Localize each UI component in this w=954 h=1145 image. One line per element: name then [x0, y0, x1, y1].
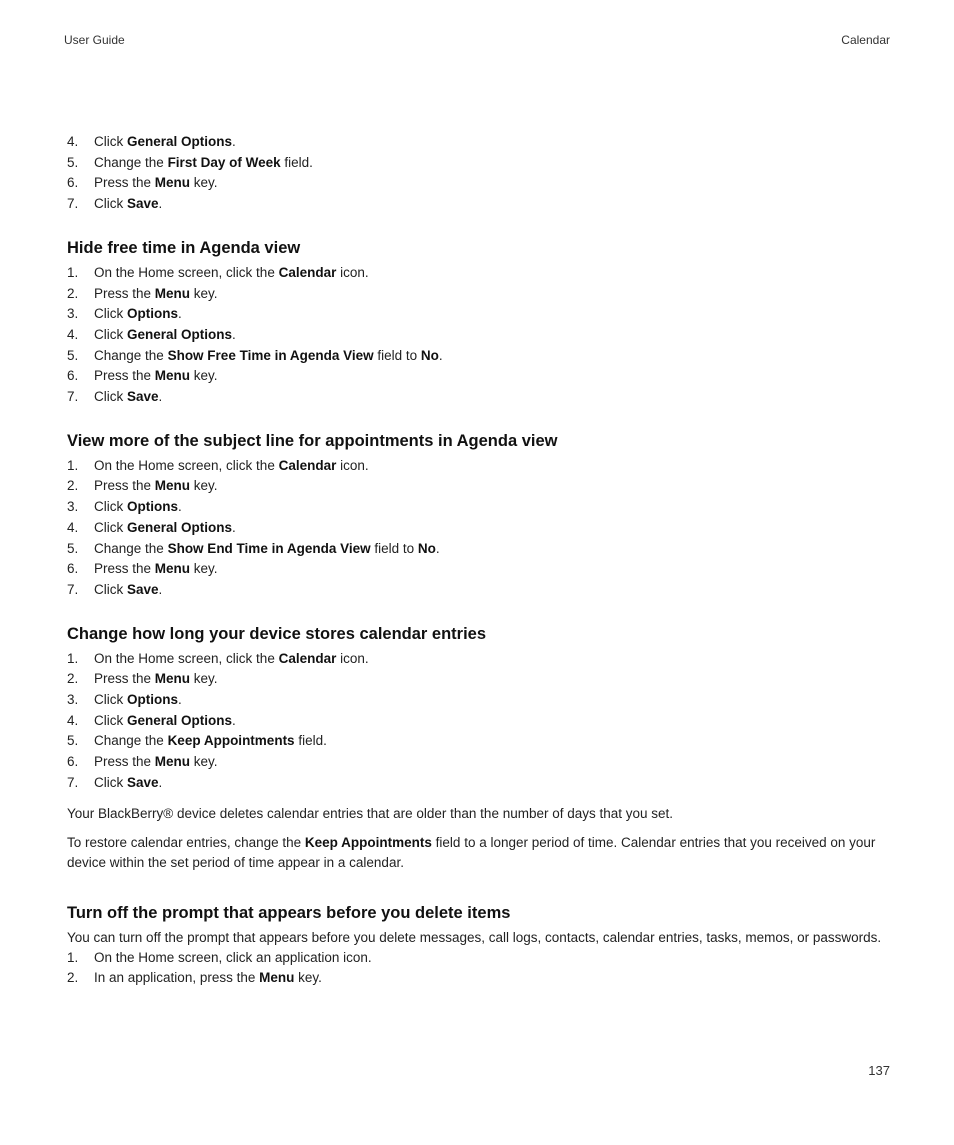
step-item [67, 153, 891, 174]
step-text [94, 497, 891, 518]
step-number: 5. [67, 347, 79, 363]
text-run: Press the [94, 478, 155, 494]
step-item [67, 559, 891, 580]
ui-term: Save [127, 389, 159, 405]
step-item [67, 387, 891, 408]
step-number: 6. [67, 368, 79, 384]
step-number: 5. [67, 154, 79, 170]
step-text [94, 325, 891, 346]
text-run: Click [94, 196, 127, 212]
text-run: Press the [94, 561, 155, 577]
text-run: key. [190, 478, 218, 494]
step-number: 7. [67, 774, 79, 790]
text-run: . [158, 581, 163, 597]
text-run: On the Home screen, click the [94, 650, 279, 666]
text-run: field to [373, 347, 421, 363]
text-run: Click [94, 306, 127, 322]
ui-term: Calendar [278, 264, 337, 280]
step-number: 6. [67, 754, 79, 770]
step-text [94, 263, 891, 284]
page-body [67, 132, 891, 989]
text-run: Click [94, 581, 127, 597]
step-text [94, 539, 891, 560]
text-run: . [232, 134, 236, 149]
step-number: 4. [67, 712, 79, 728]
step-list [67, 132, 891, 215]
ui-term: Options [127, 306, 178, 322]
ui-term: Menu [154, 478, 191, 494]
text-run: key. [190, 671, 218, 687]
step-number: 2. [67, 671, 79, 687]
step-number: 4. [67, 519, 79, 535]
ui-term: Calendar [278, 650, 337, 666]
body-paragraph [67, 804, 891, 824]
step-item [67, 497, 891, 518]
step-item [67, 284, 891, 305]
text-run: Click [94, 712, 127, 728]
step-text [94, 476, 891, 497]
step-text [94, 518, 891, 539]
ui-term: Menu [154, 561, 191, 577]
section-heading: Hide free time in Agenda view [67, 238, 301, 257]
text-run: . [232, 519, 236, 535]
step-number: 1. [67, 650, 79, 666]
step-item [67, 194, 891, 215]
ui-term: General Options [127, 134, 233, 149]
step-text [94, 387, 891, 408]
step-text [94, 173, 891, 194]
step-number: 2. [67, 285, 79, 301]
running-header-left: User Guide [64, 33, 125, 47]
text-run: . [435, 540, 440, 556]
step-text [94, 649, 891, 670]
step-number: 1. [67, 949, 79, 965]
running-header-right: Calendar [841, 33, 890, 47]
ui-term: Show Free Time in Agenda View [167, 347, 374, 363]
step-item [67, 752, 891, 773]
text-run: Click [94, 692, 127, 708]
text-run: Click [94, 134, 127, 149]
step-text [94, 284, 891, 305]
ui-term: Menu [154, 671, 191, 687]
text-run: Change the [94, 154, 168, 170]
text-run: key. [190, 368, 218, 384]
step-item [67, 968, 891, 989]
step-list [67, 456, 891, 601]
step-number: 1. [67, 457, 79, 473]
text-run: To restore calendar entries, change the [67, 835, 305, 851]
step-item [67, 773, 891, 794]
step-item [67, 539, 891, 560]
step-item [67, 476, 891, 497]
step-text [94, 132, 891, 153]
text-run: Click [94, 519, 127, 535]
page-number: 137 [868, 1063, 890, 1078]
step-text [94, 304, 891, 325]
text-run: Press the [94, 368, 155, 384]
step-number: 3. [67, 499, 79, 515]
section-heading: Change how long your device stores calendar entries [67, 624, 487, 643]
step-item [67, 325, 891, 346]
ui-term: Calendar [278, 457, 337, 473]
ui-term: Save [127, 196, 159, 212]
ui-term: Show End Time in Agenda View [167, 540, 371, 556]
ui-term: No [420, 347, 439, 363]
section-heading: Turn off the prompt that appears before you delete items [67, 904, 511, 923]
step-number: 7. [67, 196, 79, 212]
ui-term: No [417, 540, 436, 556]
section [67, 430, 891, 601]
text-run: key. [190, 175, 218, 191]
step-list [67, 263, 891, 408]
step-list [67, 948, 891, 989]
ui-term: Menu [259, 970, 295, 986]
step-text [94, 690, 891, 711]
body-paragraph [67, 833, 891, 872]
step-number: 5. [67, 733, 79, 749]
step-text [94, 194, 891, 215]
step-text [94, 559, 891, 580]
ui-term: Options [127, 692, 178, 708]
step-item [67, 132, 891, 153]
text-run: . [158, 774, 163, 790]
text-run: . [158, 389, 163, 405]
step-item [67, 649, 891, 670]
step-text [94, 346, 891, 367]
step-text [94, 669, 891, 690]
text-run: field. [280, 154, 313, 170]
section [67, 237, 891, 408]
step-item [67, 580, 891, 601]
ui-term: Menu [154, 285, 191, 301]
step-item [67, 173, 891, 194]
ui-term: First Day of Week [167, 154, 281, 170]
step-number: 5. [67, 540, 79, 556]
text-run: Change the [94, 347, 168, 363]
step-text [94, 366, 891, 387]
text-run: In an application, press the [94, 970, 260, 986]
step-item [67, 690, 891, 711]
text-run: You can turn off the prompt that appears before you delete messages, call logs, contacts, calendar entries, tasks, memos, or passwords. [67, 930, 882, 946]
text-run: icon. [336, 457, 369, 473]
step-text [94, 711, 891, 732]
step-item [67, 731, 891, 752]
text-run: On the Home screen, click the [94, 264, 279, 280]
step-text [94, 968, 891, 989]
text-run: Click [94, 774, 127, 790]
ui-term: General Options [127, 519, 233, 535]
ui-term: Menu [154, 368, 191, 384]
text-run: . [178, 692, 182, 708]
text-run: . [178, 499, 182, 515]
text-run: Your BlackBerry® device deletes calendar entries that are older than the number of days that you set. [67, 805, 674, 821]
text-run: Click [94, 326, 127, 342]
section [67, 623, 891, 872]
step-list [67, 649, 891, 794]
text-run: key. [190, 754, 218, 770]
body-paragraph [67, 928, 891, 948]
text-run: Change the [94, 733, 168, 749]
section [67, 902, 891, 989]
ui-term: Menu [154, 754, 191, 770]
step-item [67, 263, 891, 284]
step-number: 3. [67, 692, 79, 708]
text-run: . [232, 712, 236, 728]
section-heading: View more of the subject line for appointments in Agenda view [67, 431, 558, 450]
text-run: Press the [94, 754, 155, 770]
text-run: Press the [94, 175, 155, 191]
text-run: Press the [94, 285, 155, 301]
step-text [94, 948, 891, 969]
text-run: field. [294, 733, 327, 749]
step-number: 4. [67, 134, 79, 149]
text-run: field to [370, 540, 418, 556]
step-item [67, 518, 891, 539]
text-run: icon. [336, 650, 369, 666]
ui-term: Menu [154, 175, 191, 191]
text-run: key. [190, 561, 218, 577]
step-text [94, 773, 891, 794]
text-run: On the Home screen, click an application icon. [94, 949, 372, 965]
step-number: 3. [67, 306, 79, 322]
step-text [94, 731, 891, 752]
step-item [67, 304, 891, 325]
step-number: 2. [67, 970, 79, 986]
text-run: Change the [94, 540, 168, 556]
step-text [94, 153, 891, 174]
text-run: . [158, 196, 163, 212]
text-run: field to a longer period of time. Calendar entries that you received on your device within the set period of time appear in a calendar. [67, 835, 876, 870]
text-run: Click [94, 389, 127, 405]
ui-term: Save [127, 581, 159, 597]
step-number: 6. [67, 561, 79, 577]
text-run: Click [94, 499, 127, 515]
ui-term: Keep Appointments [304, 835, 432, 851]
text-run: Press the [94, 671, 155, 687]
text-run: . [438, 347, 443, 363]
ui-term: Save [127, 774, 159, 790]
step-item [67, 366, 891, 387]
step-number: 7. [67, 389, 79, 405]
text-run: key. [294, 970, 322, 986]
step-number: 1. [67, 264, 79, 280]
step-item [67, 346, 891, 367]
step-item [67, 669, 891, 690]
step-item [67, 456, 891, 477]
step-number: 7. [67, 581, 79, 597]
step-item [67, 711, 891, 732]
step-text [94, 580, 891, 601]
text-run: . [178, 306, 182, 322]
ui-term: Options [127, 499, 178, 515]
text-run: . [232, 326, 236, 342]
text-run: icon. [336, 264, 369, 280]
step-item [67, 948, 891, 969]
step-text [94, 752, 891, 773]
step-number: 2. [67, 478, 79, 494]
step-number: 6. [67, 175, 79, 191]
text-run: key. [190, 285, 218, 301]
step-text [94, 456, 891, 477]
ui-term: General Options [127, 712, 233, 728]
step-number: 4. [67, 326, 79, 342]
ui-term: General Options [127, 326, 233, 342]
text-run: On the Home screen, click the [94, 457, 279, 473]
ui-term: Keep Appointments [167, 733, 295, 749]
